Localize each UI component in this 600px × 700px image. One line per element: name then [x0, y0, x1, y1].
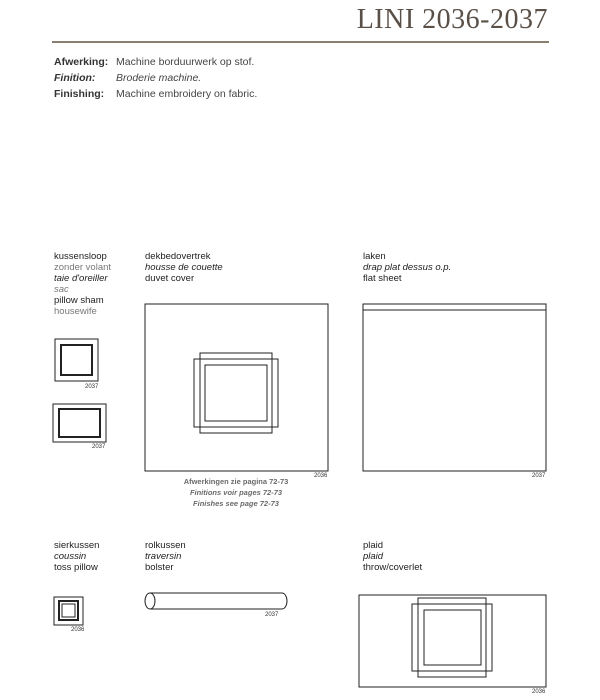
duvet-code: 2036: [314, 473, 328, 479]
toss-name-nl: sierkussen: [54, 540, 100, 551]
throw-name-fr: plaid: [363, 551, 384, 562]
finishing-label-fr: Finition:: [54, 72, 96, 84]
duvet-name-en: duvet cover: [145, 273, 195, 284]
throw-diagram: [359, 595, 546, 687]
pillowsham-sub-nl: zonder volant: [54, 262, 112, 273]
sheet-name-en: flat sheet: [363, 273, 402, 284]
pillowsham-sub-fr: sac: [54, 284, 69, 295]
finishes-note-nl: Afwerkingen zie pagina 72-73: [183, 477, 289, 486]
pillowsham-name-fr: taie d'oreiller: [54, 273, 108, 284]
bolster-name-fr: traversin: [145, 551, 182, 562]
bolster-name-en: bolster: [145, 562, 174, 573]
finishing-label-nl: Afwerking:: [54, 56, 109, 68]
throw-code: 2036: [532, 689, 546, 695]
pillowsham-name-en: pillow sham: [54, 295, 104, 306]
finishing-label-en: Finishing:: [54, 88, 105, 100]
duvet-name-fr: housse de couette: [145, 262, 223, 273]
pillowsham-rect-diagram: [53, 404, 106, 442]
pillowsham-rect-code: 2037: [92, 444, 106, 450]
pillowsham-square-diagram: [55, 339, 98, 381]
finishes-reference-note: [146, 476, 326, 509]
bolster-code: 2037: [265, 612, 279, 618]
finishes-note-en: Finishes see page 72-73: [193, 499, 279, 508]
pillowsham-sub-en: housewife: [54, 306, 97, 317]
page-title: LINI 2036-2037: [356, 4, 548, 35]
pillowsham-name-nl: kussensloop: [54, 251, 107, 262]
throw-name-nl: plaid: [363, 540, 384, 551]
finishes-note-fr: Finitions voir pages 72-73: [189, 488, 283, 497]
toss-name-fr: coussin: [54, 551, 87, 562]
toss-name-en: toss pillow: [54, 562, 98, 573]
sheet-name-nl: laken: [363, 251, 386, 262]
duvet-diagram: [145, 304, 328, 471]
sheet-diagram: [363, 304, 546, 471]
throw-name-en: throw/coverlet: [363, 562, 423, 573]
bolster-name-nl: rolkussen: [145, 540, 186, 551]
finishing-text-en: Machine embroidery on fabric.: [116, 88, 258, 100]
sheet-name-fr: drap plat dessus o.p.: [363, 262, 452, 273]
finishing-text-nl: Machine borduurwerk op stof.: [116, 56, 255, 68]
toss-diagram: [54, 597, 83, 625]
duvet-name-nl: dekbedovertrek: [145, 251, 211, 262]
toss-code: 2036: [71, 627, 85, 633]
bolster-diagram: [145, 593, 287, 609]
finishing-text-fr: Broderie machine.: [116, 72, 202, 84]
pillowsham-square-code: 2037: [85, 384, 99, 390]
sheet-code: 2037: [532, 473, 546, 479]
